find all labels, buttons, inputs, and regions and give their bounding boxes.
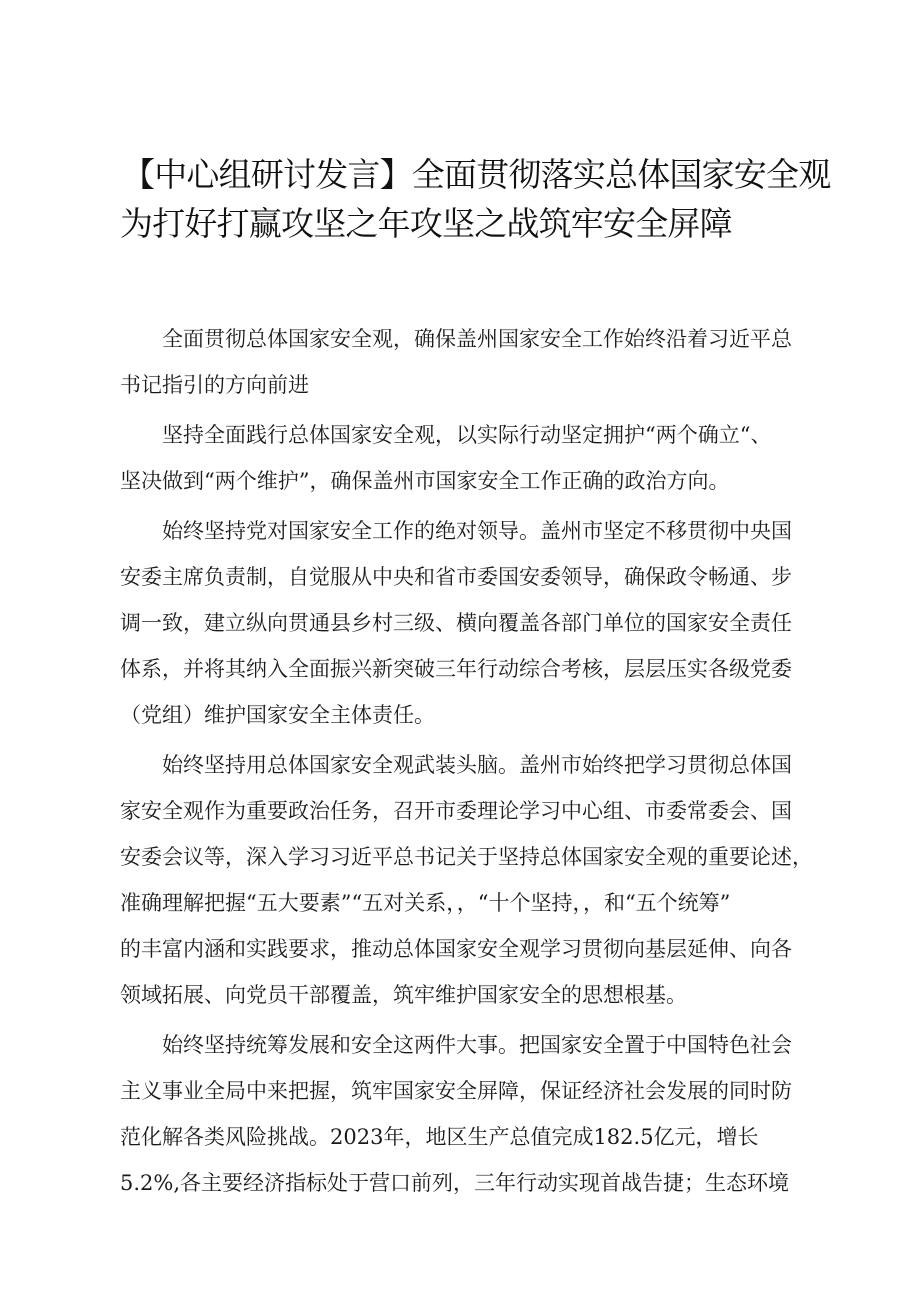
paragraph-line: 家安全观作为重要政治任务，召开市委理论学习中心组、市委常委会、国 [120,799,792,823]
paragraph-line: 5.2%,各主要经济指标处于营口前列，三年行动实现首战告捷；生态环境 [120,1171,790,1195]
paragraph-line: 的丰富内涵和实践要求，推动总体国家安全观学习贯彻向基层延伸、向各 [120,937,792,961]
title-line: 【中心组研讨发言】全面贯彻落实总体国家安全观 [122,155,831,194]
document-title [120,150,840,248]
paragraph-line: （党组）维护国家安全主体责任。 [120,703,435,727]
paragraph-line: 安委会议等，深入学习习近平总书记关于坚持总体国家安全观的重要论述， [120,845,813,869]
paragraph-line: 安委主席负责制，自觉服从中央和省市委国安委领导，确保政令畅通、步 [120,565,792,589]
paragraph-line: 体系，并将其纳入全面振兴新突破三年行动综合考核，层层压实各级党委 [120,657,792,681]
paragraph-line: 始终坚持党对国家安全工作的绝对领导。盖州市坚定不移贯彻中央国 [162,519,792,543]
paragraph-line: 全面贯彻总体国家安全观，确保盖州国家安全工作始终沿着习近平总 [162,327,792,351]
paragraph-line: 始终坚持用总体国家安全观武装头脑。盖州市始终把学习贯彻总体国 [162,753,792,777]
document-body [120,316,820,1206]
paragraph-line: 始终坚持统筹发展和安全这两件大事。把国家安全置于中国特色社会 [162,1033,792,1057]
title-line: 为打好打赢攻坚之年攻坚之战筑牢安全屏障 [120,204,732,243]
paragraph [120,1022,820,1206]
paragraph [120,412,820,504]
paragraph-line: 坚持全面践行总体国家安全观，以实际行动坚定拥护“两个确立“、 [162,423,772,447]
paragraph [120,316,820,408]
paragraph-line: 主义事业全局中来把握，筑牢国家安全屏障，保证经济社会发展的同时防 [120,1079,792,1103]
paragraph [120,742,820,1018]
paragraph [120,508,820,738]
paragraph-line: 准确理解把握“五大要素”“五对关系，，“十个坚持，，和“五个统筹” [120,891,731,915]
paragraph-line: 领域拓展、向党员干部覆盖，筑牢维护国家安全的思想根基。 [120,983,687,1007]
paragraph-line: 范化解各类风险挑战。2023年，地区生产总值完成182.5亿元，增长 [120,1125,759,1149]
paragraph-line: 书记指引的方向前进 [120,373,309,397]
paragraph-line: 坚决做到“两个维护”，确保盖州市国家安全工作正确的政治方向。 [120,469,730,493]
paragraph-line: 调一致，建立纵向贯通县乡村三级、横向覆盖各部门单位的国家安全责任 [120,611,792,635]
